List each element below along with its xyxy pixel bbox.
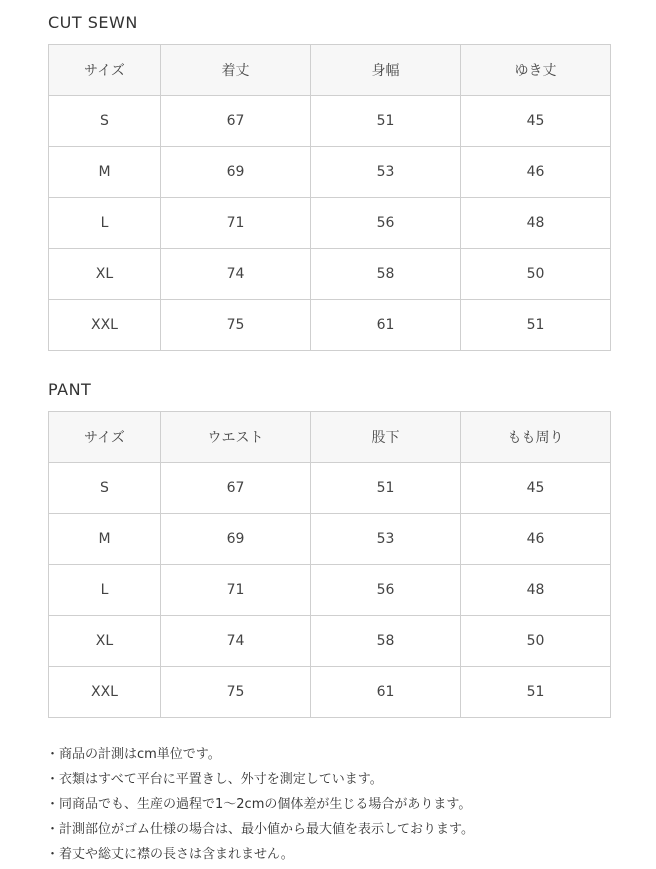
pant-title: PANT (48, 380, 92, 399)
value-cell: 74 (161, 616, 311, 667)
table-row (49, 565, 611, 616)
table-row (49, 249, 611, 300)
table-row (49, 198, 611, 249)
size-cell: S (49, 463, 161, 514)
size-cell: XL (49, 616, 161, 667)
value-cell: 48 (461, 198, 611, 249)
size-cell: XXL (49, 300, 161, 351)
measurement-notes (46, 742, 474, 867)
size-cell: S (49, 96, 161, 147)
size-cell: L (49, 565, 161, 616)
table-row (49, 300, 611, 351)
note-item: ・衣類はすべて平台に平置きし、外寸を測定しています。 (46, 772, 383, 787)
value-cell: 46 (461, 147, 611, 198)
table-row (49, 147, 611, 198)
value-cell: 51 (461, 300, 611, 351)
size-cell: M (49, 514, 161, 565)
note-item: ・着丈や総丈に襟の長さは含まれません。 (46, 847, 294, 862)
value-cell: 51 (311, 463, 461, 514)
note-item: ・同商品でも、生産の過程で1～2cmの個体差が生じる場合があります。 (46, 797, 472, 812)
note-item: ・計測部位がゴム仕様の場合は、最小値から最大値を表示しております。 (46, 822, 474, 837)
value-cell: 45 (461, 96, 611, 147)
header-cell-inseam: 股下 (311, 412, 461, 463)
value-cell: 71 (161, 198, 311, 249)
value-cell: 53 (311, 147, 461, 198)
table-header-row (49, 412, 611, 463)
value-cell: 61 (311, 667, 461, 718)
cut-sewn-size-table (48, 44, 611, 351)
header-cell-width: 身幅 (311, 45, 461, 96)
pant-size-table (48, 411, 611, 718)
header-cell-size: サイズ (49, 412, 161, 463)
header-cell-thigh: もも周り (461, 412, 611, 463)
value-cell: 45 (461, 463, 611, 514)
header-cell-size: サイズ (49, 45, 161, 96)
size-cell: M (49, 147, 161, 198)
table-row (49, 514, 611, 565)
value-cell: 75 (161, 667, 311, 718)
value-cell: 51 (461, 667, 611, 718)
header-cell-sleeve: ゆき丈 (461, 45, 611, 96)
value-cell: 71 (161, 565, 311, 616)
note-item: ・商品の計測はcm単位です。 (46, 747, 221, 762)
value-cell: 56 (311, 565, 461, 616)
size-cell: XXL (49, 667, 161, 718)
value-cell: 51 (311, 96, 461, 147)
value-cell: 67 (161, 96, 311, 147)
table-row (49, 463, 611, 514)
value-cell: 75 (161, 300, 311, 351)
table-row (49, 667, 611, 718)
size-cell: L (49, 198, 161, 249)
size-cell: XL (49, 249, 161, 300)
value-cell: 48 (461, 565, 611, 616)
header-cell-length: 着丈 (161, 45, 311, 96)
value-cell: 67 (161, 463, 311, 514)
value-cell: 69 (161, 514, 311, 565)
value-cell: 50 (461, 616, 611, 667)
value-cell: 53 (311, 514, 461, 565)
table-header-row (49, 45, 611, 96)
value-cell: 50 (461, 249, 611, 300)
value-cell: 56 (311, 198, 461, 249)
header-cell-waist: ウエスト (161, 412, 311, 463)
value-cell: 58 (311, 249, 461, 300)
value-cell: 61 (311, 300, 461, 351)
table-row (49, 616, 611, 667)
value-cell: 74 (161, 249, 311, 300)
cut-sewn-title: CUT SEWN (48, 13, 138, 32)
value-cell: 58 (311, 616, 461, 667)
value-cell: 69 (161, 147, 311, 198)
table-row (49, 96, 611, 147)
value-cell: 46 (461, 514, 611, 565)
